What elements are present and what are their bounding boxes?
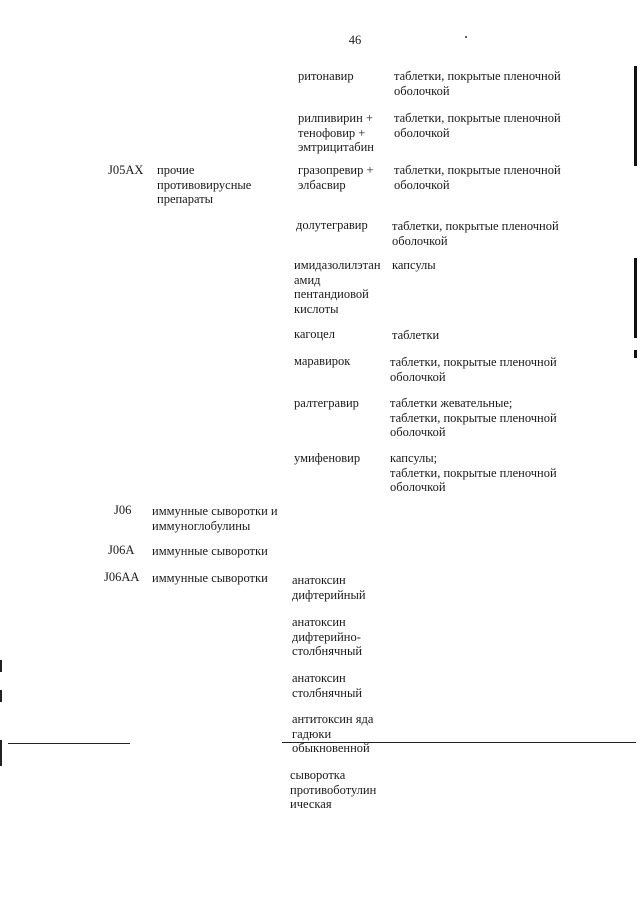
drug-name: имидазолилэтан амид пентандиовой кислоты [294, 258, 381, 316]
atc-code: J06 [114, 503, 132, 517]
drug-name: ралтегравир [294, 396, 359, 410]
dosage-form: таблетки, покрытые пленочной оболочкой [392, 219, 559, 248]
scan-margin-mark [0, 660, 2, 672]
drug-name: маравирок [294, 354, 351, 368]
scan-speck [465, 36, 467, 38]
atc-code: J06A [108, 543, 135, 557]
drug-name: долутегравир [296, 218, 368, 232]
drug-name: кагоцел [294, 327, 335, 341]
dosage-form: таблетки [392, 328, 440, 342]
scan-edge-bar [634, 258, 637, 338]
drug-name: умифеновир [294, 451, 361, 465]
drug-name: рилпивирин + тенофовир + эмтрицитабин [298, 111, 375, 154]
dosage-form: капсулы; таблетки, покрытые пленочной оболочкой [390, 451, 557, 494]
drug-name: анатоксин дифтерийно- столбнячный [292, 615, 363, 658]
dosage-form: таблетки, покрытые пленочной оболочкой [390, 355, 557, 384]
dosage-form: таблетки, покрытые пленочной оболочкой [394, 69, 561, 98]
drug-name: гразопревир + элбасвир [298, 163, 374, 192]
dosage-form: таблетки жевательные; таблетки, покрытые пленочной оболочкой [390, 396, 557, 439]
drug-name: ритонавир [298, 69, 354, 83]
atc-code: J06AA [104, 570, 140, 584]
dosage-form: таблетки, покрытые пленочной оболочкой [394, 163, 561, 192]
scan-edge-bar [634, 66, 637, 166]
atc-group: иммунные сыворотки [152, 544, 268, 558]
dosage-form: таблетки, покрытые пленочной оболочкой [394, 111, 561, 140]
drug-name: антитоксин яда гадюки обыкновенной [292, 712, 374, 755]
scan-edge-bar [634, 350, 637, 358]
atc-group: прочие противовирусные препараты [157, 163, 252, 206]
dosage-form: капсулы [392, 258, 436, 272]
drug-name: сыворотка противоботулин ическая [290, 768, 377, 811]
scan-margin-mark [0, 690, 2, 702]
atc-group: иммунные сыворотки и иммуноглобулины [152, 504, 278, 533]
atc-group: иммунные сыворотки [152, 571, 268, 585]
scan-margin-mark [0, 740, 2, 766]
scan-line [8, 743, 130, 744]
drug-name: анатоксин дифтерийный [292, 573, 366, 602]
drug-name: анатоксин столбнячный [292, 671, 363, 700]
page-number: 46 [348, 33, 362, 47]
atc-code: J05AX [108, 163, 144, 177]
